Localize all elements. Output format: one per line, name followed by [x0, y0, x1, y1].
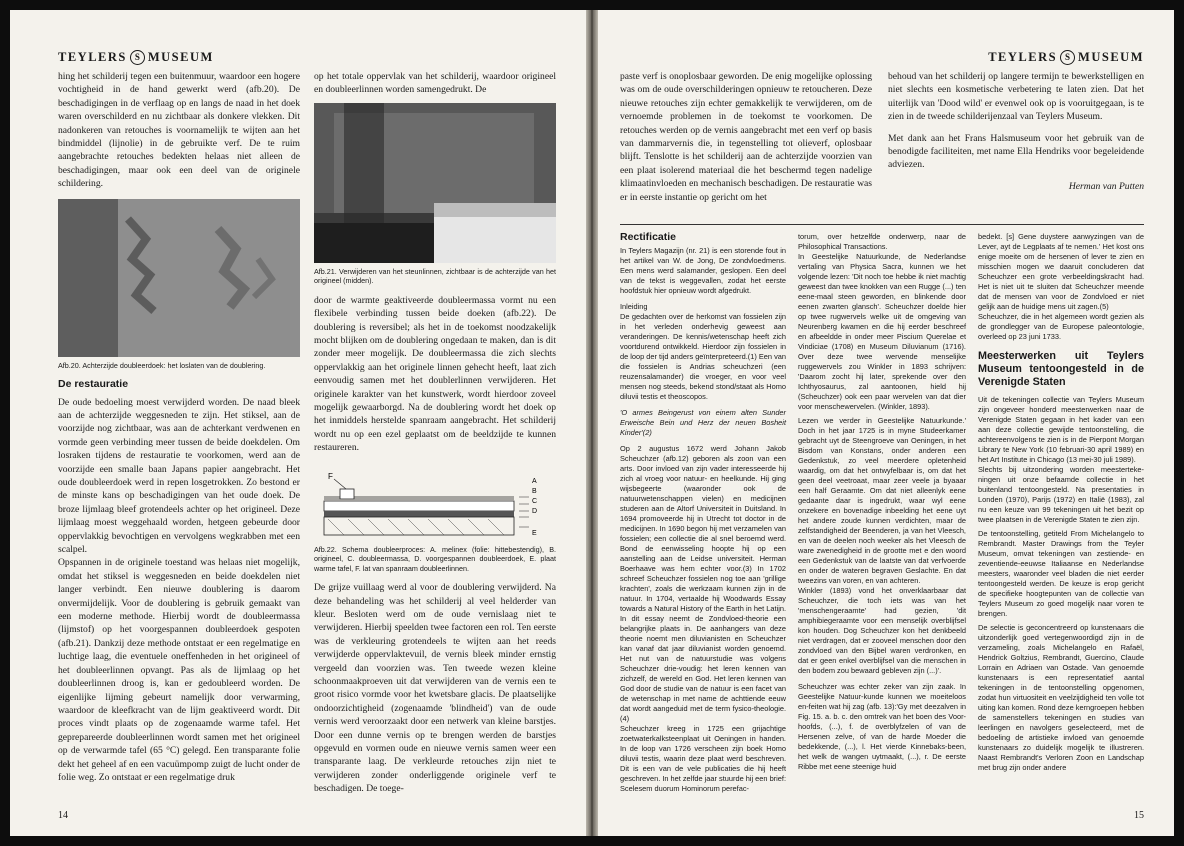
diagram-label-f: F [328, 471, 333, 481]
paragraph: De gedachten over de herkomst van fossielen zijn in het verleden onderhevig geweest aan veranderingen. De kennis/wetenschap heeft zich voortdurend ontwikkeld. Hierdoor zijn fossielen in de loop der tijd anders geïnterpreteerd.(1) Een van die fossielen is Andrias scheuchzeri (een reuzensalamander) die vroeger, en voor veel mensen nog steeds, bekend stond/staat als Homo diluvii testis et theoscopos. [620, 312, 786, 401]
paragraph: hing het schilderij tegen een buitenmuur, waardoor een hogere vochtigheid in de hand gewerkt werd (afb.20). De beschadigingen in de verflaag op en langs de naad in het doek waren overschilderd en nu zichtbaar als donkere vlekken. Dit nadonkeren van retouches is voornamelijk te wijten aan het bindmiddel (lijnolie) in de gebruikte verf. De te ruim aangebrachte retouches bedekten helaas niet alleen de beschadigingen, maar ook een deel van de originele schildering. [58, 71, 300, 190]
masthead-right [988, 50, 1144, 65]
paragraph: paste verf is onoplosbaar geworden. De enig mogelijke oplossing was om de oude overschilderingen opnieuw te retoucheren. Deze nieuwe retouches zijn echter gemakkelijk te verwijderen, om de vernoemde problemen in de toekomst te voorkomen. De retouches werden op de vernis aangebracht met een verf op basis van dammarvernis die, in tegenstelling tot olieverf, oplosbaar blijft. Tenslotte is het schilderij aan de achterzijde voorzien van een plaat isolerend materiaal die het beschermd tegen nadelige klimaatinvloeden en mechanisch beschadigen. De restauratie was er in eerste instantie op gericht om het [620, 71, 872, 203]
left-column-2 [314, 70, 556, 796]
paragraph: Slechts bij uitzondering worden meesterteke-ningen uit onze befaamde collectie in het buitenland tentoongesteld. Na presentaties in Londen (1970), Parijs (1972) en Italië (1983), zal nu een keuze van 99 tekeningen uit het bezit op twee plaatsen in de Verenigde Staten te zien zijn. [978, 465, 1144, 524]
diagram-label-a: A [532, 477, 537, 485]
section-heading-rectificatie: Rectificatie [620, 231, 677, 243]
canvas-back-photo [58, 199, 300, 357]
figure-20-photo [58, 199, 300, 357]
exhibition-column [978, 232, 1144, 773]
right-top-column-1 [620, 70, 872, 204]
museum-logo-icon: S [130, 50, 145, 65]
paragraph: In Teylers Magazijn (nr. 21) is een storende fout in het artikel van W. de Jong, De zondvloedmens. Een mens werd salamander, geslopen. Een deel van de tekst is weggevallen, zodat het eerste hoofdstuk hier opnieuw wordt afgedrukt. [620, 246, 786, 295]
masthead-teylers: TEYLERS [988, 50, 1058, 64]
paragraph: Winkler (1893) vond het onverklaarbaar dat Scheuchzer, die toch iets was van het 'menschengeraamte' had gezien, 'dit amphibiegeraamte voor een menselijk overblijfsel kon houden. Dog Scheuchzer kon het denkbeeld niet verdragen, dat er zooveel menschen door den zondvloed van den Bijbel waren verdronken, en dat er geen enkel overblijfsel van die menschen in den bodem zou bewaard gebleven zijn (...)'. [798, 586, 966, 675]
diagram-label-e: E [532, 529, 537, 537]
paragraph: op het totale oppervlak van het schilderij, waardoor origineel en doubleerlinnen worden samengedrukt. De [314, 71, 556, 96]
paragraph: In Geestelijke Natuurkunde, de Nederlandse vertaling van Physica Sacra, kunnen we het volgende lezen: 'Dit noch toe hebbe ik niet machtig geweest dan twee knokken van een Rugge (...) ten eene-maal steen geworden, en blinkende door eenen zwarten glansch'. Scheuchzer doelde hier op twee rugwervels welke uit de omgeving van Neurenberg kwamen en die hij eerder beschreef en afbeeldde in onder meer Piscium Querelae et Vindiciae (1708) en Museum Diluvianum (1716). Over deze twee wervende menselijke ruggewervels zou Winkler in 1893 schrijven: 'Daarom zocht hij later, sprekende over den Ichthyosaurus, zal aantoonen, hield hij (Scheuchzer) ook een paar wervelen van dat dier voor menschewervelen. (Winkler, 1893). [798, 252, 966, 411]
paragraph: Op 2 augustus 1672 werd Johann Jakob Scheuchzer (afb.12) geboren als zoon van een arts. Door invloed van zijn vader interesseerde hij zich al vroeg voor natuur- en heelkunde. Hij ging wijsbegeerte (waaronder ook de natuurwetenschappen vielen) en medicijnen studeren aan de Altorf Universiteit in Duitsland. In 1694 promoveerde hij in Utrecht tot doctor in de medicijnen. In 1690 begon hij met verzamelen van fossielen; een collectie die al snel beroemd werd. Bond de eenwisseling hoopte hij op een aanstelling aan de Leidse universiteit. Herman Boerhaave was hem echter voor.(3) In 1702 schreef Scheuchzer fossielen nog toe aan 'grillige krachten', zoals die werkzaam kunnen zijn in de natuur. In 1704, vertaalde hij Woodwards Essay towards a Natural History of the Earth in het Latijn. In dit essay neemt de Zondvloed-theorie een belangrijke plaats in. De aanhangers van deze theorie noemt men diluvianisten en Scheuchzer kan vanaf dat jaar diluvianist worden genoemd. Het nut van de natuurstudie was volgens Scheuchzer drie-voudig: het leren kennen van zichzelf, de wereld en God. Het leren kennen van God door de studie van de natuur is een facet van de wetenschap in met name de achttiende eeuw dat wordt aangeduid met de term fysico-theologie.(4) [620, 444, 786, 723]
subheading-inleiding: Inleiding [620, 302, 648, 311]
masthead-museum: MUSEUM [147, 50, 214, 64]
right-page [598, 10, 1174, 836]
paragraph: De oude bedoeling moest verwijderd worden. De naad bleek aan de achterzijde weggesneden te zijn. Het stiksel, aan de voorzijde nog zichtbaar, was aan de achterkant verdwenen en vormde geen verbinding meer tussen de beide doekdelen. Om losraken tijdens de restauratie te voorkomen, werd aan de voorzijde een smalle baan Japans papier aangebracht. Het oude doubleerdoek werd in repen losgetrokken. Zo bestond er de minste kans op beschadigingen van het oude doek. De broze lijmlaag bleef grotendeels achter op het origineel. Deze lijmlaag moest weggehaald worden, hetgeen gebeurde door oppervlakkig bevochtigen en vervolgens wegkrabben met een scalpel. [58, 396, 300, 556]
lining-removal-photo [314, 103, 556, 263]
paragraph: behoud van het schilderij op langere termijn te bewerkstelligen en niet slechts een kosmetische verbetering te laten zien. Dat het uiterlijk van 'Dood wild' er evenwel ook op is vooruitgegaan, is te zien in de tweede schilderijenzaal van Teylers Museum. [888, 71, 1144, 123]
paragraph: De selectie is geconcentreerd op kunstenaars die uitzonderlijk goed vertegenwoordigd zijn in de verzameling, zoals Michelangelo en Rafaël, Hendrick Goltzius, Rembrandt, Guercino, Claude Lorrain en Adriaen van Ostade. Van genoemde kunstenaars is een representatief aantal tekeningen in de tentoonstelling opgenomen, zodat hun virtuositeit en veelzijdigheid ten volle tot uiting kan komen. Rond deze kerngroepen hebben de samenstellers tekeningen en studies van leerlingen en navolgers geselecteerd, met de bedoeling de artistieke invloed van genoemde kunstenaars zo duidelijk mogelijk te illustreren. Naast Rembrandt's Verloren Zoon en Landschap met brug zijn onder andere [978, 623, 1144, 772]
page-number-left: 14 [58, 810, 68, 821]
section-heading-restauratie: De restauratie [58, 378, 129, 391]
figure-22-diagram [314, 461, 556, 541]
section-heading-meesterwerken: Meesterwerken uit Teylers Museum tentoongesteld in de Verenigde Staten [978, 350, 1144, 388]
paragraph: door de warmte geaktiveerde doubleermassa vormt nu een flexibele verbinding tussen beide doeken (afb.22). De doublering is reversibel; als het in de toekomst noodzakelijk mocht blijken om de doublering ongedaan te maken, dan is dit zonder meer mogelijk. De doubleermassa die zich slechts oppervlakkig aan het originele linnen gehecht heeft, laat zich eenvoudig samen met het doublerlinnen verwijderen. Het originele karakter van het kunstwerk, wordt hierdoor zoveel mogelijk gewaarborgd. Na de doublering wordt het doek op het inmiddels herstelde spanraam aangebracht. Het schilderij wordt nu op een ezel geplaatst om de beeldzijde te kunnen restaureren. [314, 294, 556, 454]
paragraph: Met dank aan het Frans Halsmuseum voor het gebruik van de benodigde faciliteiten, met name Ella Hendriks voor begeleidende adviezen. [888, 132, 1144, 171]
section-divider [620, 224, 1144, 225]
left-page [10, 10, 586, 836]
figure-20-caption: Afb.20. Achterzijde doubleerdoek: het loslaten van de doublering. [58, 360, 266, 370]
page-number-right: 15 [1134, 810, 1144, 821]
diagram-label-b: B [532, 487, 537, 495]
verse-quote: 'O armes Beingerust von einem alten Sunder Erweische Bein und Herz der neuen Bosheit Kinder'(2) [620, 408, 786, 437]
left-column-1 [58, 70, 300, 784]
diagram-label-d: D [532, 507, 538, 515]
paragraph: Scheuchzer kreeg in 1725 een grijachtige zoetwaterkalksteenplaat uit Oeningen in handen. In de loop van 1726 verscheen zijn boek Homo diluvii testis, waarin deze plaat werd beschreven. Dit is een van de vele publicaties die hij heeft geschreven. In het zelfde jaar stuurde hij een brief: Scelesem duorum Hominorum perefac- [620, 724, 786, 793]
paragraph: Opspannen in de originele toestand was helaas niet mogelijk, omdat het stiksel is weggesneden en beide doekdelen niet langer verbindt. Een nieuwe doublering is daarom onvermijdelijk. Voor de doublering is gebruik gemaakt van een moderne methode. Hierbij wordt de doubleermassa (lijmstof) op het voorgespannen doubleerdoek gespoten (afb.21). Dankzij deze methode ontstaat er een regelmatige en luchtige laag, die eventuele oneffenheden in het origineel of het doubleerlinnen opvangt. Pas als de lijmlaag op het doubleerlinnen droog is, kan er gedoubleerd worden. De eigenlijke lijming gebeurt namelijk door verwarming, waardoor de kleefkracht van de lijm geaktiveerd wordt. Dit proces vindt plaats op de zogenaamde warme tafel. Het geprepareerde doubleerlinnen wordt samen met het origineel op de verwarmde tafel (65 °C) gelegd. Een transparante folie dekt het geheel af en een vacuümpomp zuigt de lucht onder de folie weg. Zo ontstaat er een regelmatige druk [58, 557, 300, 783]
rectificatie-column-2 [798, 232, 966, 772]
masthead-left [58, 50, 214, 65]
paragraph: De grijze vuillaag werd al voor de doublering verwijderd. Na deze behandeling was het schilderij al veel helderder van kleur. Besloten werd om de oude vernislaag niet te verwijderen. Hierbij speelden twee factoren een rol. Ten eerste was de verkleuring grotendeels te wijten aan het reeds verwijderde oppervlaktevuil, de vernis bleek minder ernstig vergeeld dan voorzien was. Ten tweede wezen kleine schoonmaakproeven uit dat verwijderen van de vernis een te groot risico vormde voor het kwetsbare glacis. De plaatselijke ondoorzichtigheid (zogenaamde 'blindheid') van de oude vernis werd veroorzaakt door een netwerk van kleine barstjes. Door een dunne vernis op te brengen werden de barstjes opgevuld en vormen oude en nieuwe vernis samen weer een transparante laag. De verkleurde retouches zijn niet te verwijderen zonder onderliggende originele verf te beschadigen. De toege- [314, 582, 556, 795]
right-top-column-2 [888, 70, 1144, 193]
diagram-label-c: C [532, 497, 538, 505]
paragraph: Uit de tekeningen collectie van Teylers Museum zijn ongeveer honderd meesterwerken naar de Verenigde Staten gegaan in het kader van een aan deze collectie gewijde tentoonstelling, die achtereenvolgens te zien is in de Pierpont Morgan Library te New York (10 februari-30 april 1989) en het Art Institute in Chicago (13 mei-30 juli 1989). [978, 395, 1144, 464]
paragraph: torum, over hetzelfde onderwerp, naar de Philosophical Transactions. [798, 232, 966, 251]
author-signature: Herman van Putten [1068, 180, 1144, 192]
paragraph: bedekt. [s] Gene duystere aanwyzingen van de Lever, ayt de Legplaats af te nemen.' Het kost ons enige moeite om de hersenen of lever te zien en misschien mogen we daaruit concluderen dat Scheuchzer een grote verbeeldingskracht had. Het is niet uit te sluiten dat Scheuchzer meende dat de mensen van voor de Zondvloed er niet gelijk aan de huidige mens uit zagen.(5) [978, 232, 1144, 311]
masthead-teylers: TEYLERS [58, 50, 127, 64]
book-gutter [586, 10, 598, 836]
doubling-process-diagram [314, 461, 556, 541]
paragraph: De tentoonstelling, getiteld From Michelangelo to Rembrandt. Master Drawings from the Teyler Museum, omvat tekeningen van zestiende- en zeventiende-eeuwse Italiaanse en Nederlandse meesters, waaronder veel bladen die niet eerder tentoongesteld werden. De keuze is erop gericht de specifieke hoogtepunten van de collectie van Teylers Museum zo goed mogelijk naar voren te brengen. [978, 529, 1144, 618]
masthead-museum: MUSEUM [1078, 50, 1144, 64]
paragraph: Lezen we verder in Geestelijke Natuurkunde.' Doch in het jaar 1725 is in myne Studeerkamer gebracht uyt de Steengroeve van Oeningen, in het Bisdom van Konstans, onder anderen een Gedenkstuk, zo veel meerdere opletenheid waardig, om dat het ontwyfelbaar is, om dat het geen deel veetroaat, maar zeer veele ja byaaar een half Geraamte. Om dat niet alleenlyk eene gedaante daar is ingedrukt, waar wyl eene onzekere en bovenadige inbeelding het eene uyt het andere zoude kunnen verdichten, maar de zelfstandigheid der Beenderen, ja van het Vleesch, en van de deelen noch weeker als het Vleesch de ware zwenedigheid in de grootte met e den woord een Gedenkstuk van de laatste van dat verfvoerde en onder de wateren begraven Geslachte. En dat tweezins van voren, en van achteren. [798, 416, 966, 585]
paragraph: Scheuchzer was echter zeker van zijn zaak. In Geestelijke Natuur-kunde kunnen we moeiteloos en-feiten wat hij zag (afb. 13):'Gy met deezalven in Fig. 15. a. b. c. den omtrek van het boen des Voor-hoofds, (...), f. de overblyfzelen of van de Hersenen zelve, of van de harde Moeder die bedekkende, (...), l. Het vierde Kinnebaks-been, het welk de wangen uytmaakt, (...), r. De eerste Ribbe met eene steenige huid [798, 682, 966, 771]
paragraph: Scheuchzer, die in het algemeen wordt gezien als de grondlegger van de Europese paleontologie, overleed op 23 juni 1733. [978, 312, 1144, 341]
figure-21-photo [314, 103, 556, 263]
rectificatie-column [620, 232, 786, 794]
figure-21-caption: Afb.21. Verwijderen van het steunlinnen, zichtbaar is de achterzijde van het origineel (midden). [314, 266, 556, 286]
museum-logo-icon: S [1060, 50, 1075, 65]
figure-22-caption: Afb.22. Schema doubleerproces: A. melinex (folie: hittebestendig), B. origineel, C. doubleermassa, D. voorgespannen doubleerdoek, E. plaat warme tafel, F. lat van spanraam doubleerlinnen. [314, 544, 556, 573]
